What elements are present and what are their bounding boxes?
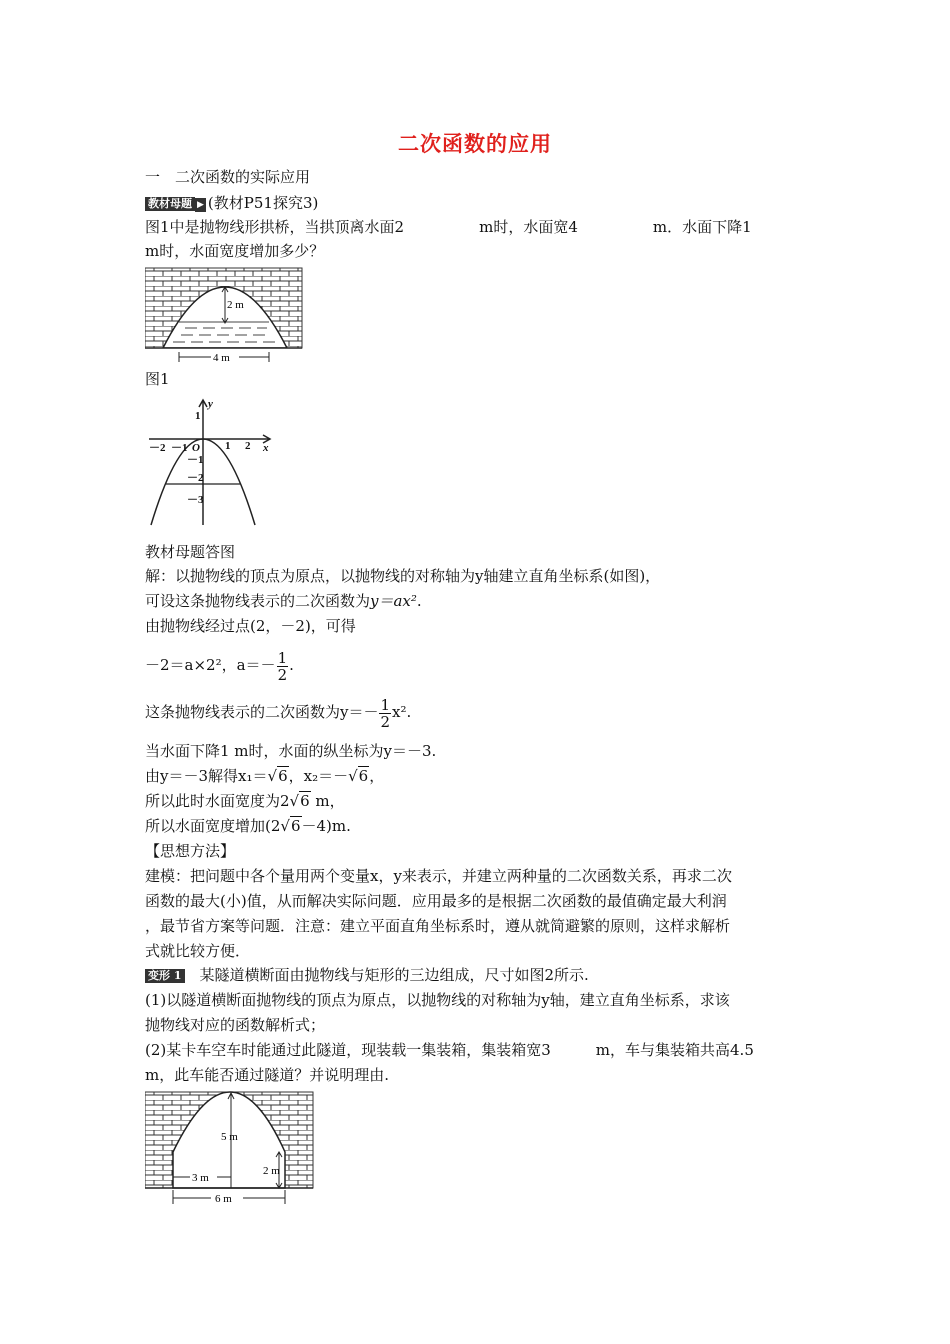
figure1-caption: 图1 (145, 370, 170, 388)
variant-line3: 抛物线对应的函数解析式； (145, 1016, 326, 1034)
page-title: 二次函数的应用 (398, 131, 552, 156)
figure2-half-width-label: 3 m (192, 1172, 209, 1184)
method-heading: 【思想方法】 (145, 842, 236, 860)
solution-line3: 由抛物线经过点(2，－2)，可得 (145, 617, 356, 635)
problem-source: (教材P51探究3) (207, 194, 319, 212)
x-tick-2: 2 (245, 440, 251, 452)
origin-label: O (192, 442, 200, 454)
sqrt-radicand: 6 (358, 767, 369, 785)
variant-line1 (145, 966, 589, 984)
variant-badge-number: 1 (173, 969, 182, 982)
y-tick-minus3: －3 (187, 494, 204, 506)
x-axis-label: x (263, 442, 269, 454)
fraction-one-half (277, 650, 289, 683)
y-tick-minus2: －2 (187, 472, 204, 484)
figure2-tunnel (145, 1090, 320, 1208)
solution-text: m， (310, 792, 345, 810)
figure1-height-label: 2 m (227, 299, 244, 311)
figure2-side-label: 2 m (263, 1165, 280, 1177)
x-tick-1: 1 (225, 440, 231, 452)
solution-text: －2＝a×2²，a＝－ (145, 656, 276, 674)
solution-line4 (145, 645, 294, 685)
solution-text: 可设这条抛物线表示的二次函数为 (145, 592, 371, 610)
solution-text: x². (392, 703, 412, 721)
play-arrow-icon: ▶ (197, 200, 204, 210)
solution-text: 由y＝－3解得x₁＝ (145, 767, 268, 785)
solution-text: 所以此时水面宽度为2 (145, 792, 290, 810)
section-heading: 一 二次函数的实际应用 (145, 168, 311, 186)
sqrt-radicand: 6 (300, 792, 310, 810)
y-tick-1: 1 (195, 410, 201, 422)
fraction-one-half (379, 697, 391, 730)
figure1-width-label: 4 m (213, 352, 230, 364)
mother-problem-badge: 教材母题 (145, 197, 195, 211)
fraction-denominator: 2 (277, 665, 288, 684)
answer-figure-caption: 教材母题答图 (145, 543, 236, 561)
problem-text-line2: m时，水面宽度增加多少？ (145, 242, 325, 260)
variant-badge-text: 变形 (148, 969, 170, 982)
figure2-width-label: 6 m (215, 1193, 232, 1205)
method-paragraph-line3: ，最节省方案等问题．注意：建立平面直角坐标系时，遵从就简避繁的原则，这样求解析 (145, 917, 731, 935)
solution-line2 (145, 592, 422, 610)
x-tick-minus2: －2 (149, 442, 166, 454)
method-paragraph-line1: 建模：把问题中各个量用两个变量x，y来表示，并建立两种量的二次函数关系，再求二次 (145, 867, 732, 885)
solution-line7: 由y＝－3解得x₁＝√6，x₂＝－√6， (145, 767, 385, 785)
problem-text-line1: 图1中是抛物线形拱桥，当拱顶离水面2 m时，水面宽4 m．水面下降1 (145, 218, 752, 236)
solution-line1: 解：以抛物线的顶点为原点，以抛物线的对称轴为y轴建立直角坐标系(如图)， (145, 567, 661, 585)
solution-text: ，x₂＝－ (288, 767, 349, 785)
sqrt-radicand: 6 (278, 767, 288, 785)
variant-line5: m，此车能否通过隧道？并说明理由. (145, 1066, 389, 1084)
variant-badge (145, 969, 185, 983)
fraction-numerator: 1 (380, 695, 391, 714)
variant-line4: (2)某卡车空车时能通过此隧道，现装载一集装箱，集装箱宽3 m，车与集装箱共高4.5 (145, 1041, 754, 1059)
solution-line8: 所以此时水面宽度为2√6 m， (145, 792, 345, 810)
solution-text: 所以水面宽度增加(2 (145, 817, 281, 835)
solution-text: . (289, 656, 294, 674)
solution-formula: y＝ax² (370, 592, 417, 610)
y-axis-label: y (208, 398, 213, 410)
solution-text: . (416, 592, 422, 610)
variant-line2: (1)以隧道横断面抛物线的顶点为原点，以抛物线的对称轴为y轴，建立直角坐标系，求该 (145, 991, 730, 1009)
solution-text: ， (369, 767, 385, 785)
method-paragraph-line2: 函数的最大(小)值，从而解决实际问题．应用最多的是根据二次函数的最值确定最大利润 (145, 892, 727, 910)
x-tick-minus1: －1 (171, 442, 188, 454)
fraction-denominator: 2 (380, 712, 391, 731)
answer-figure-coordinate-plot (145, 395, 275, 530)
mother-problem-header (145, 194, 318, 212)
solution-line6: 当水面下降1 m时，水面的纵坐标为y＝－3. (145, 742, 437, 760)
sqrt-radicand: 6 (290, 817, 301, 835)
method-paragraph-line4: 式就比较方便． (145, 942, 251, 960)
solution-text: 这条抛物线表示的二次函数为y＝－ (145, 703, 379, 721)
y-tick-minus1: －1 (187, 454, 204, 466)
figure1-arch-bridge (145, 266, 305, 366)
solution-text: －4)m. (301, 817, 351, 835)
figure2-height-label: 5 m (221, 1131, 238, 1143)
fraction-numerator: 1 (277, 648, 288, 667)
solution-line5 (145, 692, 411, 732)
solution-line9: 所以水面宽度增加(2√6－4)m. (145, 817, 351, 835)
variant-text: 某隧道横断面由抛物线与矩形的三边组成，尺寸如图2所示. (184, 966, 589, 984)
